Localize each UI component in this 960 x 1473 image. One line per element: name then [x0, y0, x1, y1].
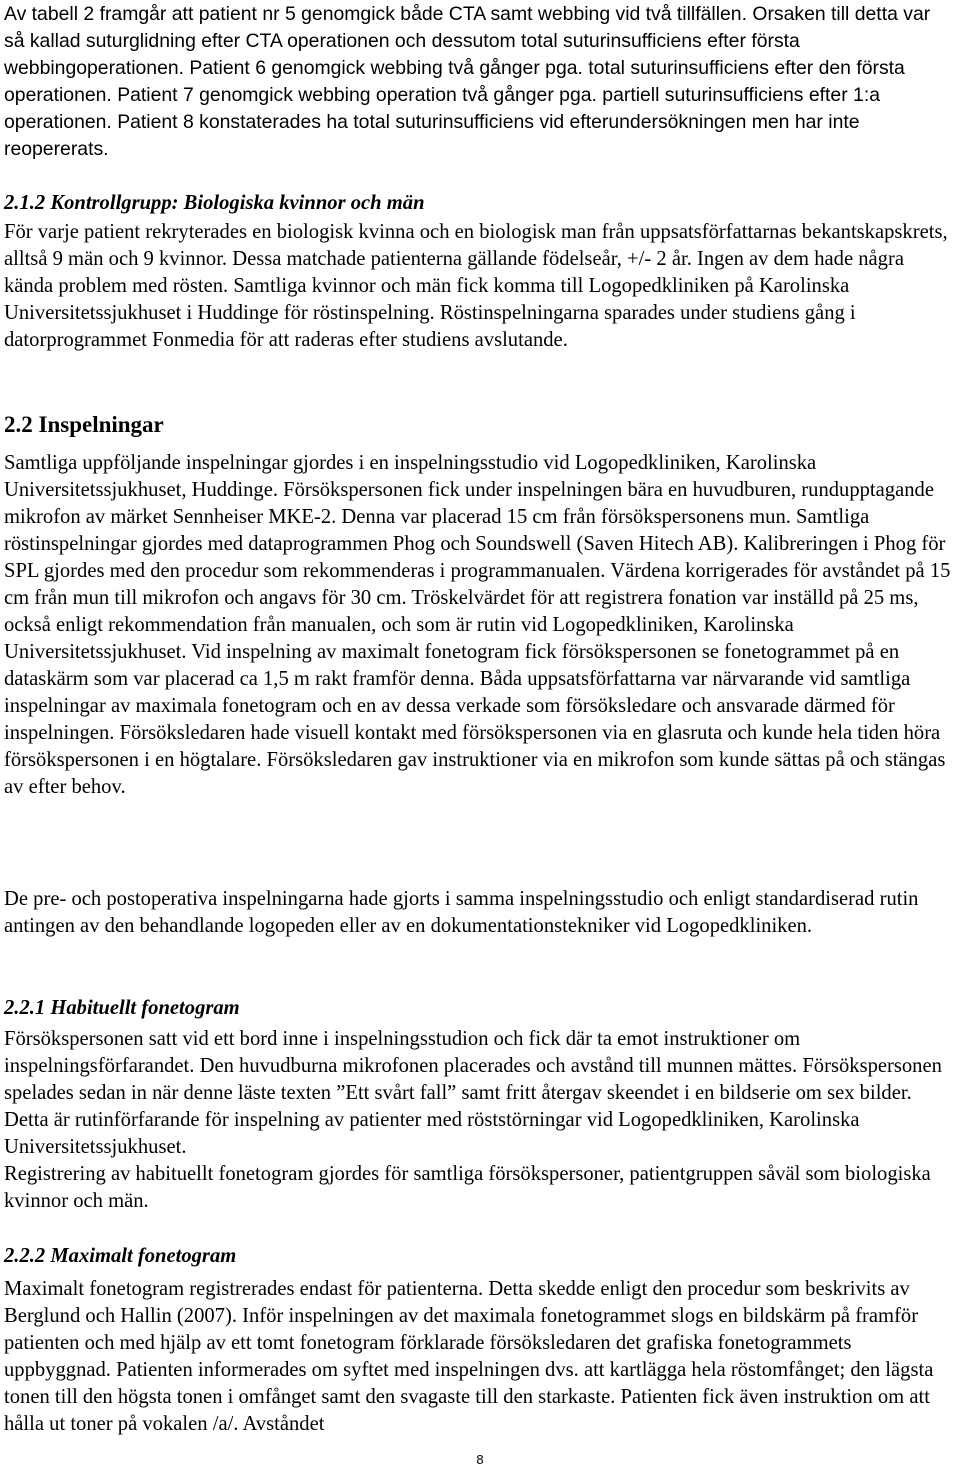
section-2-2-1-body: [4, 1026, 954, 1215]
section-2-2-paragraph-2: De pre- och postoperativa inspelningarna hade gjorts i samma inspelningsstudio och enligt standardiserad rutin antingen av den behandlande logopeden eller av en dokumentationstekniker vid Logopedkliniken.: [4, 888, 919, 937]
document-page: [4, 0, 954, 1473]
section-heading-2-2: 2.2 Inspelningar: [4, 412, 164, 437]
section-2-1-2-paragraph: För varje patient rekryterades en biologisk kvinna och en biologisk man från uppsatsförfattarnas bekantskapskrets, alltså 9 män och 9 kvinnor. Dessa matchade patienterna gällande födelseår, +/- 2 år. Ingen av dem hade några kända problem med rösten. Samtliga kvinnor och män fick komma till Logopedkliniken på Karolinska Universitetssjukhuset i Huddinge för röstinspelning. Röstinspelningarna sparades under studiens gång i datorprogrammet Fonmedia för att raderas efter studiens avslutande.: [4, 221, 948, 351]
intro-paragraph: Av tabell 2 framgår att patient nr 5 genomgick både CTA samt webbing vid två tillfällen. Orsaken till detta var så kallad suturglidning efter CTA operationen och dessutom total suturinsufficiens efter första webbingoperationen. Patient 6 genomgick webbing två gånger pga. total suturinsufficiens efter den första operationen. Patient 7 genomgick webbing operation två gånger pga. partiell suturinsufficiens efter 1:a operationen. Patient 8 konstaterades ha total suturinsufficiens vid efterundersökningen men har inte reopererats.: [4, 3, 931, 160]
section-heading-2-1-2: 2.1.2 Kontrollgrupp: Biologiska kvinnor och män: [4, 192, 425, 214]
section-2-2-paragraph: Samtliga uppföljande inspelningar gjordes i en inspelningsstudio vid Logopedkliniken, Karolinska Universitetssjukhuset, Huddinge. Försökspersonen fick under inspelningen bära en huvudburen, rundupptagande mikrofon av märket Sennheiser MKE-2. Denna var placerad 15 cm från försökspersonens mun. Samtliga röstinspelningar gjordes med dataprogrammen Phog och Soundswell (Saven Hitech AB). Kalibreringen i Phog för SPL gjordes med den procedur som rekommenderas i programmanualen. Värdena korrigerades för avståndet på 15 cm från mun till mikrofon och angavs för 30 cm. Tröskelvärdet för att registrera fonation var inställd på 25 ms, också enligt rekommendation från manualen, och som är rutin vid Logopedkliniken, Karolinska Universitetssjukhuset. Vid inspelning av maximalt fonetogram fick försökspersonen se fonetogrammet på en dataskärm som var placerad ca 1,5 m rakt framför denna. Båda uppsatsförfattarna var närvarande vid samtliga inspelningar av maximala fonetogram och en av dessa verkade som försöksledare och ansvarade därmed för inspelningen. Försöksledaren hade visuell kontakt med försökspersonen via en glasruta och kunde hela tiden höra försökspersonen i en högtalare. Försöksledaren gav instruktioner via en mikrofon som kunde sättas på och stängas av efter behov.: [4, 452, 951, 798]
section-heading-2-2-1: 2.2.1 Habituellt fonetogram: [4, 997, 240, 1019]
section-2-2-2-paragraph: Maximalt fonetogram registrerades endast för patienterna. Detta skedde enligt den procedur som beskrivits av Berglund och Hallin (2007). Inför inspelningen av det maximala fonetogrammet slogs en bildskärm på framför patienten och med hjälp av ett tomt fonetogram förklarade försöksledaren det grafiska fonetogrammets uppbyggnad. Patienten informerades om syftet med inspelningen dvs. att kartlägga hela röstomfånget; den lägsta tonen till den högsta tonen i omfånget samt den svagaste till den starkaste. Patienten fick även instruktion om att hålla ut toner på vokalen /a/. Avståndet: [4, 1278, 934, 1435]
page-number: 8: [476, 1452, 484, 1467]
section-2-2-1-paragraph-b: Registrering av habituellt fonetogram gjordes för samtliga försökspersoner, patientgruppen såväl som biologiska kvinnor och män.: [4, 1163, 931, 1212]
section-heading-2-2-2: 2.2.2 Maximalt fonetogram: [4, 1245, 237, 1267]
section-2-2-1-paragraph-a: Försökspersonen satt vid ett bord inne i inspelningsstudion och fick där ta emot instruktioner om inspelningsförfarandet. Den huvudburna mikrofonen placerades och avstånd till munnen mättes. Försökspersonen spelades sedan in när denne läste texten ”Ett svårt fall” samt fritt återgav skeendet i en bildserie om sex bilder. Detta är rutinförfarande för inspelning av patienter med röststörningar vid Logopedkliniken, Karolinska Universitetssjukhuset.: [4, 1028, 942, 1158]
